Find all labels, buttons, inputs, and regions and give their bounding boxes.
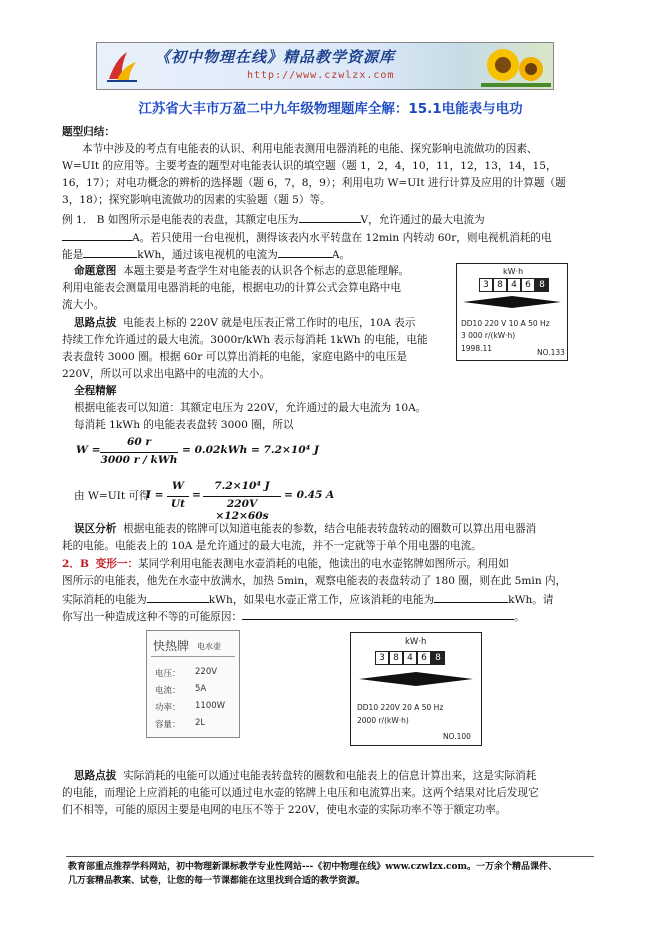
example1-text-b: V，允许通过的最大电流为: [360, 214, 485, 226]
footer-divider: [66, 856, 594, 857]
page-title: 江苏省大丰市万盈二中九年级物理题库全解：15.1电能表与电功: [138, 101, 523, 117]
example1-text-e: kWh，通过该电视机的电流为: [137, 249, 278, 261]
formula1-rhs: = 0.02kWh = 7.2×10⁴ J: [182, 444, 319, 456]
formula2-numerator-1: W: [172, 480, 184, 492]
example2-label: 2．B: [62, 558, 89, 570]
meter1-rotor-disc-icon: [461, 295, 563, 309]
example2-text-c: 实际消耗的电能为: [62, 594, 147, 606]
example1-text-a: 例 1． B 如图所示是电能表的表盘，其额定电压为: [62, 214, 299, 226]
solution-line-2: 每消耗 1kWh 的电能表表盘转 3000 圈，所以: [74, 419, 294, 431]
meter1-year: 1998.11: [461, 344, 493, 353]
example2-line-2: 图所示的电能表，他先在水壶中放满水，加热 5min，观察电能表的表盘转动了 180 圈，则在此 5min 内，: [62, 575, 567, 587]
example1-question-line-3: [62, 245, 350, 264]
example1-question-line-1: [62, 210, 485, 229]
nameplate-voltage-label: 电压：: [155, 669, 181, 679]
nameplate-current-label: 电流：: [155, 686, 181, 696]
approach-line-3: 表表盘转 3000 圈。根据 60r 可以算出消耗的电能，家庭电路中的电压是: [62, 351, 408, 363]
error-text: 根据电能表的铭牌可以知道电能表的参数，结合电能表转盘转动的圈数可以算出用电器消: [123, 523, 537, 535]
example2-line-1: [62, 556, 509, 573]
meter2-digits: [375, 651, 445, 665]
banner-title: 《初中物理在线》精品教学资源库: [155, 48, 396, 66]
meter1-rate: 3 000 r/(kW·h): [461, 331, 516, 340]
approach-text: 电能表上标的 220V 就是电压表正常工作时的电压，10A 表示: [123, 317, 416, 329]
example1-text-f: A。: [331, 249, 351, 261]
intent-line-1: [74, 263, 409, 280]
nameplate-power-label: 功率：: [155, 703, 181, 713]
solution-line-1: 根据电能表可以知道：其额定电压为 220V，允许通过的最大电流为 10A。: [74, 402, 427, 414]
answer-blank[interactable]: [299, 210, 361, 223]
formula2-fraction-bar-1: [167, 496, 189, 497]
example2-line-4: [62, 607, 525, 626]
approach-label: 思路点拔: [74, 317, 117, 329]
meter2-digit: 6: [417, 651, 431, 665]
intent-line-2: 利用电能表会测量用电器消耗的电能，根据电功的计算公式会算电路中电: [62, 282, 401, 294]
summary-line-4: 3，18）；探究影响电流做功的因素的实验题（题 5）等。: [62, 194, 331, 206]
meter2-number: NO.100: [443, 732, 471, 741]
nameplate-capacity-value: 2L: [195, 718, 206, 728]
sunflower-icon: [481, 45, 551, 87]
answer-blank[interactable]: [83, 245, 137, 258]
nameplate-divider: [151, 656, 235, 657]
meter1-digits: [479, 278, 549, 292]
meter2-spec: DD10 220V 20 A 50 Hz: [357, 703, 444, 712]
approach-line-1: [74, 315, 415, 332]
nameplate-voltage-value: 220V: [195, 667, 218, 677]
approach-line-2: 持续工作允许通过的最大电流。3000r/kWh 表示每消耗 1kWh 的电能，电能: [62, 334, 428, 346]
meter2-digit: 3: [375, 651, 389, 665]
formula2-denominator-2: 220V ×12×60s: [215, 498, 269, 522]
example2-text-f: 你写出一种造成这种不等的可能原因：: [62, 611, 243, 623]
example2-approach-label: 思路点拔: [74, 770, 117, 782]
formula1-denominator: 3000 r / kWh: [100, 454, 178, 466]
meter2-digit: 8: [389, 651, 403, 665]
formula1-fraction-bar: [100, 452, 178, 453]
page-footer: [68, 860, 557, 888]
answer-blank[interactable]: [242, 607, 514, 620]
example2-text-e: kWh。请: [508, 594, 554, 606]
formula2-numerator-2: 7.2×10⁴ J: [214, 480, 270, 492]
meter1-digit: 8: [493, 278, 507, 292]
solution-label: 全程精解: [74, 385, 117, 397]
nameplate-capacity-label: 容量：: [155, 720, 181, 730]
intent-line-3: 流大小。: [62, 299, 105, 311]
meter1-digit: 4: [507, 278, 521, 292]
formula2-fraction-bar-2: [203, 496, 281, 497]
banner-url[interactable]: http://www.czwlzx.com: [247, 70, 395, 81]
nameplate-brand: 快热牌: [153, 639, 190, 653]
footer-line-2: 几万套精品教案、试卷，让您的每一节课都能在这里找到合适的教学资源。: [68, 876, 366, 886]
kettle-nameplate: [146, 630, 240, 738]
summary-line-1: 本节中涉及的考点有电能表的认识、利用电能表测用电器消耗的电能、探究影响电流做功的因素、: [82, 143, 538, 155]
nameplate-product: 电水壶: [197, 642, 221, 651]
meter1-digit: 3: [479, 278, 493, 292]
error-label: 误区分析: [74, 523, 117, 535]
formula2-rhs: = 0.45 A: [284, 489, 335, 501]
error-line-1: [74, 521, 536, 538]
formula1-lhs: W =: [76, 444, 101, 456]
electricity-meter-1: [456, 263, 568, 361]
meter2-digit: 8: [431, 651, 445, 665]
formula2-equals: =: [192, 489, 201, 501]
formula2-denominator-1: Ut: [170, 498, 186, 510]
answer-blank[interactable]: [278, 245, 332, 258]
meter2-unit: kW·h: [405, 637, 427, 647]
meter1-unit: kW·h: [503, 267, 524, 276]
example2-approach-line-3: 们不相等，可能的原因主要是电网的电压不等于 220V，使电水壶的实际功率不等于额定功率。: [62, 804, 507, 816]
answer-blank[interactable]: [434, 590, 508, 603]
intent-text: 本题主要是考查学生对电能表的认识各个标志的意思能理解。: [123, 265, 410, 277]
formula2-lhs: I =: [146, 489, 164, 501]
example2-approach-line-1: [74, 768, 536, 785]
example2-text-d: kWh，如果电水壶正常工作，应该消耗的电能为: [208, 594, 435, 606]
formula1-numerator: 60 r: [126, 436, 151, 448]
footer-line-1: 教育部重点推荐学科网站，初中物理新课标教学专业性网站---《初中物理在线》www.czwlzx.com。一万余个精品课件、: [68, 862, 558, 872]
summary-line-3: 16，17）；对电功概念的辨析的选择题（题 6，7，8，9）；利用电功 W=UIt 进行计算及应用的计算题（题: [62, 177, 566, 189]
approach-line-4: 220V，所以可以求出电路中的电流的大小。: [62, 368, 270, 380]
example2-approach-text: 实际消耗的电能可以通过电能表转盘转的圈数和电能表上的信息计算出来，这是实际消耗: [123, 770, 537, 782]
meter1-number: NO.133: [537, 348, 565, 357]
summary-heading: 题型归结：: [62, 126, 115, 138]
intent-label: 命题意图: [74, 265, 117, 277]
answer-blank[interactable]: [62, 228, 132, 241]
example2-text-g: 。: [514, 611, 525, 623]
example2-text-a: 某同学利用电能表测电水壶消耗的电能，他读出的电水壶铭牌如图所示。利用如: [138, 558, 509, 570]
meter1-digit: 8: [535, 278, 549, 292]
nameplate-power-value: 1100W: [195, 701, 226, 711]
example1-text-d: 能是: [62, 249, 84, 261]
nameplate-current-value: 5A: [195, 684, 207, 694]
site-logo-icon: [105, 49, 139, 83]
meter2-rotor-disc-icon: [357, 671, 475, 687]
summary-line-2: W=UIt 的应用等。主要考查的题型对电能表认识的填空题（题 1，2，4，10，11，12，13，14，15，: [62, 160, 557, 172]
electricity-meter-2: [350, 632, 482, 746]
meter2-digit: 4: [403, 651, 417, 665]
meter1-digit: 6: [521, 278, 535, 292]
answer-blank[interactable]: [147, 590, 209, 603]
meter2-rate: 2000 r/(kW·h): [357, 716, 409, 725]
error-line-2: 耗的电能。电能表上的 10A 是允许通过的最大电流，并不一定就等于单个用电器的电流。: [62, 540, 482, 552]
example1-text-c: A。若只使用一台电视机，测得该表内水平转盘在 12min 内转动 60r，则电视机消耗的电: [132, 232, 552, 244]
example2-approach-line-2: 的电能，而理论上应消耗的电能可以通过电水壶的铭牌上电压和电流算出来。这两个结果对比后发现它: [62, 787, 539, 799]
example2-variant: 变形一：: [95, 558, 139, 570]
site-banner: [96, 42, 554, 90]
meter1-spec: DD10 220 V 10 A 50 Hz: [461, 319, 550, 328]
formula2-prefix: 由 W=UIt 可得: [74, 490, 150, 502]
